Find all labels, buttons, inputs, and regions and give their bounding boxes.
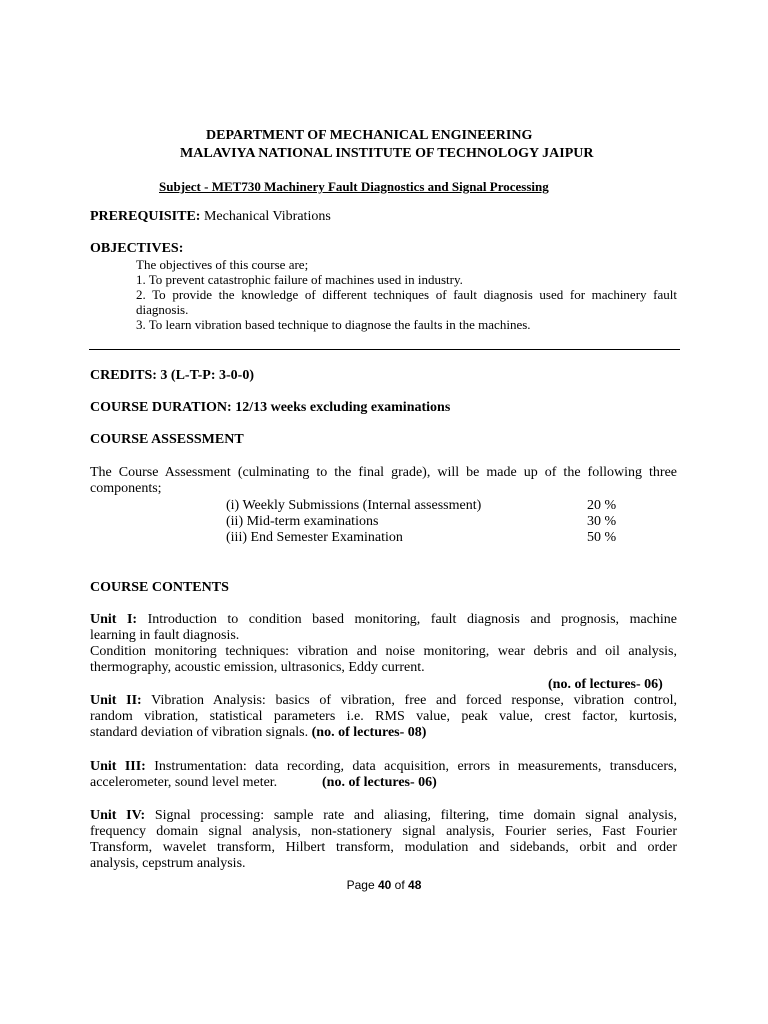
unit-3-text: Instrumentation: data recording, data acquisition, errors in measurements, transducers, — [145, 759, 677, 774]
objective-item-1: 1. To prevent catastrophic failure of machines used in industry. — [136, 272, 463, 287]
unit-1-line4: thermography, acoustic emission, ultrasonics, Eddy current. — [90, 660, 425, 675]
unit-2-text-end: standard deviation of vibration signals. — [90, 725, 312, 740]
department-title: DEPARTMENT OF MECHANICAL ENGINEERING — [206, 128, 533, 143]
prerequisite-line — [90, 209, 331, 225]
unit-3-lectures: (no. of lectures- 06) — [322, 775, 437, 790]
unit-4-line4: analysis, cepstrum analysis. — [90, 856, 246, 871]
assessment-item-percent: 50 % — [587, 530, 617, 545]
page-total: 48 — [408, 878, 422, 892]
subject-title: Subject - MET730 Machinery Fault Diagnostics and Signal Processing — [159, 179, 549, 194]
objective-item-2-cont: diagnosis. — [136, 302, 189, 317]
unit-1-text: Introduction to condition based monitoring, fault diagnosis and prognosis, machine — [137, 612, 677, 627]
unit-3-line1 — [90, 759, 677, 775]
assessment-item-percent: 30 % — [587, 514, 617, 529]
page-number: 40 — [377, 878, 392, 892]
unit-2-line3 — [90, 725, 426, 741]
assessment-item-label: (i) Weekly Submissions (Internal assessment) — [226, 498, 482, 513]
unit-2-label: Unit II: — [90, 693, 142, 708]
objective-item-3: 3. To learn vibration based technique to diagnose the faults in the machines. — [136, 317, 531, 332]
unit-2-text: Vibration Analysis: basics of vibration, free and forced response, vibration control, — [141, 693, 677, 708]
unit-1-lectures: (no. of lectures- 06) — [548, 677, 663, 692]
credits-line: CREDITS: 3 (L-T-P: 3-0-0) — [90, 368, 254, 383]
assessment-item-label: (ii) Mid-term examinations — [226, 514, 379, 529]
unit-2-line1 — [90, 693, 677, 709]
prerequisite-value: Mechanical Vibrations — [200, 209, 331, 224]
assessment-text-line2: components; — [90, 481, 162, 496]
objective-item-2: 2. To provide the knowledge of different techniques of fault diagnosis used for machinery fault — [136, 287, 677, 302]
unit-4-line3: Transform, wavelet transform, Hilbert transform, modulation and sidebands, orbit and order — [90, 840, 677, 855]
unit-4-label: Unit IV: — [90, 808, 146, 823]
unit-1-line1 — [90, 612, 677, 628]
objectives-heading: OBJECTIVES: — [90, 241, 184, 256]
unit-3-label: Unit III: — [90, 759, 146, 774]
page-footer — [0, 878, 768, 892]
page-of: of — [391, 878, 409, 892]
unit-4-text: Signal processing: sample rate and aliasing, filtering, time domain signal analysis, — [145, 808, 677, 823]
unit-4-line1 — [90, 808, 677, 824]
horizontal-divider — [89, 349, 680, 350]
assessment-item-percent: 20 % — [587, 498, 617, 513]
institute-title: MALAVIYA NATIONAL INSTITUTE OF TECHNOLOGY JAIPUR — [180, 146, 594, 161]
prerequisite-label: PREREQUISITE: — [90, 209, 201, 224]
unit-1-label: Unit I: — [90, 612, 138, 627]
unit-2-line2: random vibration, statistical parameters i.e. RMS value, peak value, crest factor, kurtosis, — [90, 709, 677, 724]
assessment-heading: COURSE ASSESSMENT — [90, 432, 244, 447]
assessment-text-line1: The Course Assessment (culminating to the final grade), will be made up of the following three — [90, 465, 677, 480]
assessment-item-label: (iii) End Semester Examination — [226, 530, 403, 545]
page-prefix: Page — [346, 878, 378, 892]
unit-1-line2: learning in fault diagnosis. — [90, 628, 240, 643]
unit-1-line3: Condition monitoring techniques: vibration and noise monitoring, wear debris and oil analysis, — [90, 644, 677, 659]
duration-line: COURSE DURATION: 12/13 weeks excluding examinations — [90, 400, 451, 415]
unit-3-line2: accelerometer, sound level meter. — [90, 775, 278, 790]
unit-2-lectures: (no. of lectures- 08) — [311, 725, 427, 740]
objectives-intro: The objectives of this course are; — [136, 257, 309, 272]
contents-heading: COURSE CONTENTS — [90, 580, 229, 595]
unit-4-line2: frequency domain signal analysis, non-stationery signal analysis, Fourier series, Fast Fourier — [90, 824, 677, 839]
